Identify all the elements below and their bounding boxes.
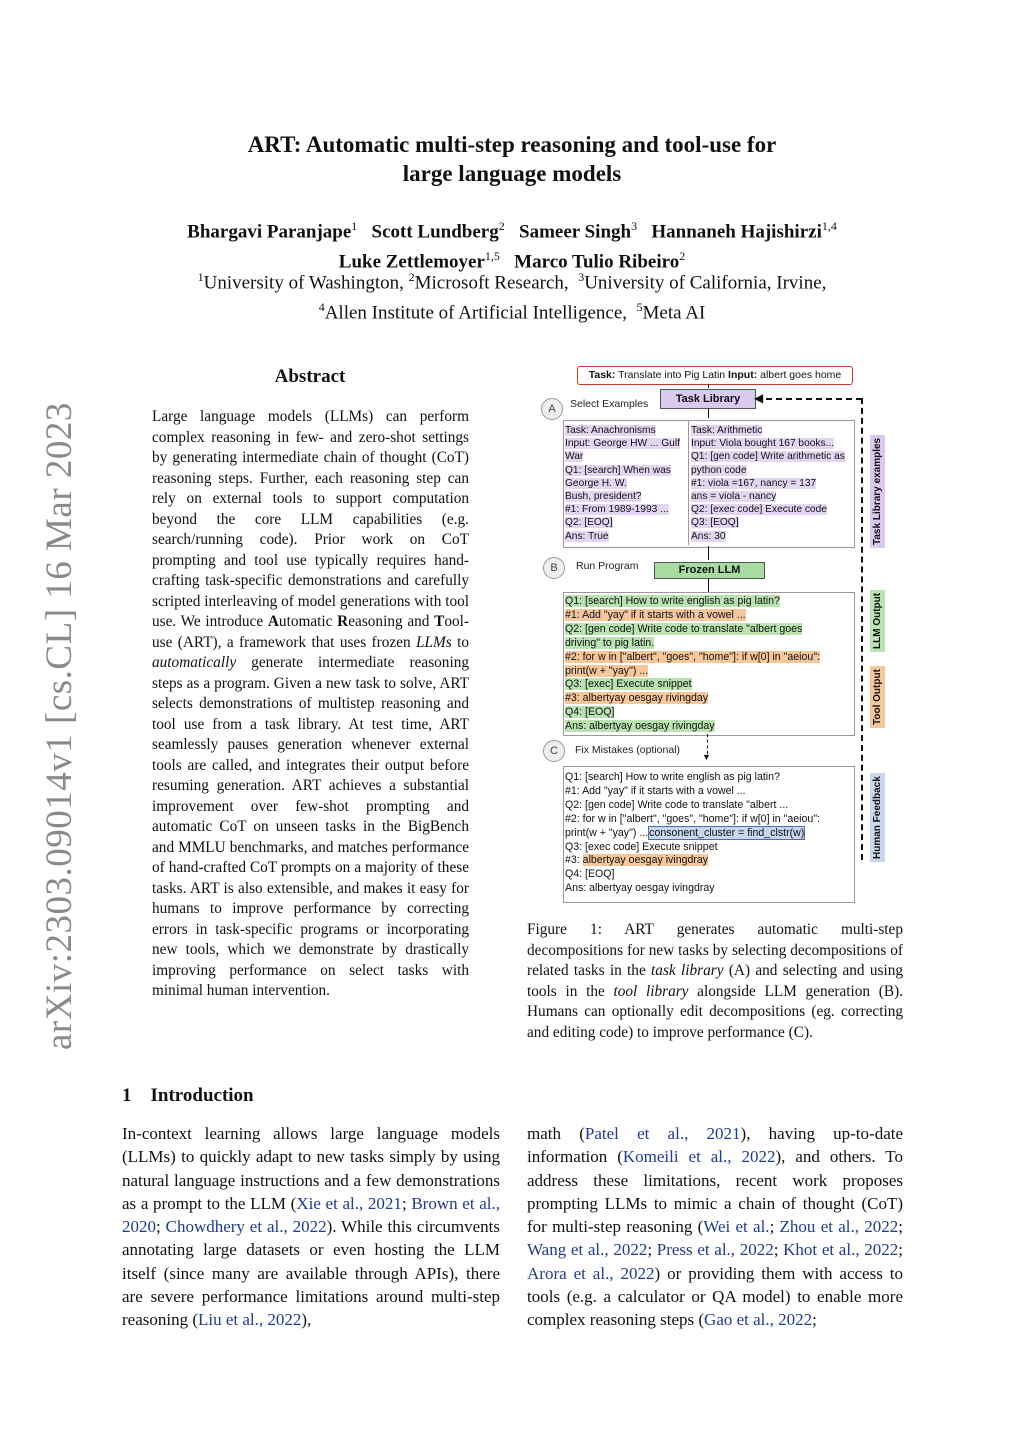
body-text: In-context learning allows large language models (LLMs) to quickly adapt to new tasks simply by using natural language instructions and a few demonstrations as a prompt to the LLM ( xyxy=(122,1124,500,1213)
author-name: Marco Tulio Ribeiro xyxy=(514,251,680,273)
body-text: ), having up-to-date information ( xyxy=(527,1124,904,1167)
input-label: Input: xyxy=(728,369,758,381)
abstract-text: to xyxy=(451,633,469,651)
section-number: 1 xyxy=(122,1085,132,1106)
step-c-label: Fix Mistakes (optional) xyxy=(575,744,681,756)
side-label-human-feedback: Human Feedback xyxy=(870,773,885,862)
body-text: ; xyxy=(156,1217,166,1237)
author-sup: 1,5 xyxy=(484,249,500,264)
step-b-label: Run Program xyxy=(576,560,639,572)
arrow-line xyxy=(708,408,709,418)
citation-link[interactable]: Gao et al., 2022 xyxy=(704,1310,813,1330)
body-text: ), xyxy=(301,1310,312,1330)
citation-link[interactable]: Khot et al., 2022 xyxy=(783,1240,899,1260)
author-sup: 3 xyxy=(631,219,638,233)
affil-sup: 5 xyxy=(636,300,643,315)
body-text: ; xyxy=(812,1310,817,1330)
citation-link[interactable]: Chowdhery et al., 2022 xyxy=(165,1217,327,1237)
task-library-box: Task Library xyxy=(660,389,756,409)
figure-caption xyxy=(527,920,903,1044)
section-heading-introduction xyxy=(122,1085,254,1107)
author-name: Scott Lundberg xyxy=(371,221,499,243)
fix-line: print(w + "yay") ... xyxy=(565,826,649,839)
author-sup: 1,4 xyxy=(821,219,837,233)
program-line: driving" to pig latin. xyxy=(565,636,655,649)
human-edit-highlight: consonent_cluster = find_clstr(w) xyxy=(649,826,805,839)
caption-text: Figure 1: ART generates automatic multi-step decompositions for new tasks by selecting decompositions of related tasks in the xyxy=(527,921,903,980)
caption-italic: task library xyxy=(651,962,724,980)
citation-link[interactable]: Patel et al., 2021 xyxy=(584,1124,741,1143)
body-text: ) or providing them with access to tools (e.g. a calculator or QA model) to enable more complex reasoning steps ( xyxy=(527,1263,903,1330)
example-line: Q2: [exec code] Execute code xyxy=(691,504,827,516)
author-sup: 2 xyxy=(679,249,686,264)
example-line: Ans: 30 xyxy=(691,530,726,542)
caption-italic: tool library xyxy=(613,982,689,1000)
body-text: math ( xyxy=(527,1124,585,1143)
author-name: Bhargavi Paranjape xyxy=(187,221,352,243)
abstract-heading: Abstract xyxy=(274,366,346,387)
citation-link[interactable]: Zhou et al., 2022 xyxy=(779,1217,899,1237)
affil-sup: 2 xyxy=(408,270,415,284)
author-sup: 1 xyxy=(351,219,358,233)
task-label: Task: xyxy=(588,369,616,381)
author-name: Luke Zettlemoyer xyxy=(338,251,485,273)
abstract-bold-a: A xyxy=(267,613,279,630)
body-text: ), and others. To address these limitations, recent work proposes prompting LLMs to mimic a chain of thought (CoT) for multi-step reasoning ( xyxy=(527,1147,903,1237)
citation-link[interactable]: Brown et al., 2020 xyxy=(122,1193,500,1237)
example-line: Q1: [search] When was xyxy=(565,464,671,476)
example-anachronisms xyxy=(565,424,685,543)
abstract-italic: automatically xyxy=(152,654,237,671)
program-line: Q3: [exec] Execute snippet xyxy=(565,678,692,691)
dashed-arrow-line xyxy=(707,734,708,754)
program-line: Q1: [search] How to write english as pig latin? xyxy=(565,595,780,607)
caption-text: alongside LLM generation (B). Humans can optionally edit decompositions (eg. correcting and editing code) to improve performance (C). xyxy=(527,982,903,1041)
example-line: python code xyxy=(691,464,747,476)
fix-line: Q4: [EOQ] xyxy=(565,868,615,881)
example-line: #1: From 1989-1993 ... xyxy=(565,504,669,516)
fix-line: Q3: [exec code] Execute snippet xyxy=(565,840,718,853)
arrow-left-icon: ◀ xyxy=(754,391,764,405)
body-text: ). While this circumvents annotating large datasets or even hosting the LLM itself (since many are available through APIs), there are severe performance limitations around multi-step reasoning ( xyxy=(122,1217,500,1330)
step-a-circle: A xyxy=(541,398,563,420)
example-line: Q2: [EOQ] xyxy=(565,517,613,529)
body-text: ; xyxy=(898,1240,903,1260)
fix-line: Q2: [gen code] Write code to translate "albert ... xyxy=(565,798,789,811)
affil-name: Microsoft Research, xyxy=(414,272,569,294)
citation-link[interactable]: Arora et al., 2022 xyxy=(527,1263,655,1283)
abstract-bold-t: T xyxy=(434,613,445,630)
program-line: #1: Add "yay" if it starts with a vowel ... xyxy=(565,608,746,621)
paper-title xyxy=(0,130,1024,188)
affil-sup: 1 xyxy=(197,270,204,284)
program-line: Q4: [EOQ] xyxy=(565,706,615,719)
affil-name: Meta AI xyxy=(642,302,706,324)
abstract-bold-r: R xyxy=(337,613,349,630)
author-sup: 2 xyxy=(498,219,505,233)
abstract-text: utomatic xyxy=(278,613,338,630)
example-line: George H. W. xyxy=(565,477,627,489)
author-name: Sameer Singh xyxy=(519,221,632,243)
affil-name: University of California, Irvine, xyxy=(584,272,827,294)
example-line: War xyxy=(565,451,584,463)
affil-name: Allen Institute of Artificial Intelligence, xyxy=(324,302,628,324)
program-line: Ans: albertyay oesgay rivingday xyxy=(565,720,715,733)
affil-sup: 3 xyxy=(578,270,585,284)
program-line: #3: albertyay oesgay rivingday xyxy=(565,692,709,705)
examples-divider xyxy=(688,421,689,545)
arrow-line xyxy=(708,578,709,592)
fix-line: Q1: [search] How to write english as pig latin? xyxy=(565,771,780,783)
caption-text: (A) and selecting and using tools in the xyxy=(527,962,903,1000)
program-line: print(w + "yay") ... xyxy=(565,664,649,677)
citation-link[interactable]: Xie et al., 2021 xyxy=(296,1193,402,1213)
affil-name: University of Washington, xyxy=(203,272,404,294)
abstract-text: Large language models (LLMs) can perform complex reasoning in few- and zero-shot settings by generating intermediate chain of thought (CoT) reasoning steps. Further, each reasoning step can rely on external tools to support computation beyond the core LLM capabilities (e.g. search/running code). Prior work on CoT prompting and tool use typically requires hand-crafting task-specific demonstrations and carefully scripted interleaving of model generations with tool use. We introduce xyxy=(152,408,469,630)
citation-link[interactable]: Wang et al., 2022 xyxy=(527,1240,648,1260)
fix-line: #2: for w in ["albert", "goes", "home"]: if w[0] in "aeiou": xyxy=(565,812,821,825)
program-line: Q2: [gen code] Write code to translate "albert goes xyxy=(565,622,803,635)
step-c-circle: C xyxy=(543,740,565,762)
example-line: Input: Viola bought 167 books... xyxy=(691,438,835,450)
side-label-llm-output: LLM Output xyxy=(870,590,885,652)
arrow-line xyxy=(708,384,709,388)
author-name: Hannaneh Hajishirzi xyxy=(651,221,822,243)
fix-line-tool-output: albertyay oesgay ivingdray xyxy=(582,854,709,867)
step-a-label: Select Examples xyxy=(570,398,649,410)
body-text: ; xyxy=(401,1193,412,1213)
dashed-feedback-line xyxy=(861,398,863,860)
example-line: #1: viola =167, nancy = 137 xyxy=(691,477,817,489)
step-b-circle: B xyxy=(543,557,565,579)
body-text: ; xyxy=(647,1240,657,1260)
example-line: Ans: True xyxy=(565,530,609,542)
frozen-llm-box: Frozen LLM xyxy=(654,562,765,579)
example-line: Input: George HW ... Gulf xyxy=(565,438,680,450)
example-line: Q1: [gen code] Write arithmetic as xyxy=(691,451,845,463)
affiliation-list xyxy=(0,265,1024,326)
body-text: ; xyxy=(898,1217,903,1237)
abstract-text: ool-use (ART), a framework that uses frozen xyxy=(152,613,469,651)
fix-line: Ans: albertyay oesgay ivingdray xyxy=(565,882,715,895)
citation-link[interactable]: Wei et al. xyxy=(703,1217,770,1237)
title-line-2: large language models xyxy=(402,161,622,186)
example-line: ans = viola - nancy xyxy=(691,491,777,503)
example-line: Task: Anachronisms xyxy=(565,425,656,436)
citation-link[interactable]: Liu et al., 2022 xyxy=(198,1310,302,1330)
affil-sup: 4 xyxy=(318,300,325,315)
fix-lines xyxy=(565,771,853,896)
task-input-box xyxy=(577,366,853,385)
fix-line: #1: Add "yay" if it starts with a vowel ... xyxy=(565,784,746,797)
body-text: ; xyxy=(769,1217,780,1237)
program-line: #2: for w in ["albert", "goes", "home"]: if w[0] in "aeiou": xyxy=(565,650,821,663)
side-label-tool-output: Tool Output xyxy=(870,666,885,728)
arrow-line xyxy=(708,546,709,560)
abstract-text: generate intermediate reasoning steps as a program. Given a new task to solve, ART selects demonstrations of multistep reasoning and tool use from a task library. At test time, ART seamlessly pauses generation whenever external tools are called, and integrates their output before resuming generation. ART achieves a substantial improvement over few-shot prompting and automatic CoT on unseen tasks in the BigBench and MMLU benchmarks, and matches performance of hand-crafted CoT prompts on a majority of these tasks. ART is also extensible, and makes it easy for humans to improve performance by correcting errors in task-specific programs or incorporating new tools, which we demonstrate by drastically improving performance on select tasks with minimal human intervention. xyxy=(152,654,469,999)
body-text: ; xyxy=(773,1240,784,1260)
task-text: Translate into Pig Latin xyxy=(615,369,729,381)
abstract-body xyxy=(152,407,469,1002)
arrow-down-icon: ▼ xyxy=(702,752,711,762)
fix-line: #3: xyxy=(565,854,583,867)
example-arithmetic xyxy=(691,424,853,543)
arxiv-stamp: arXiv:2303.09014v1 [cs.CL] 16 Mar 2023 xyxy=(39,402,80,1050)
section-title: Introduction xyxy=(150,1085,254,1106)
intro-left-column xyxy=(122,1122,500,1332)
intro-right-column xyxy=(527,1122,903,1332)
example-line: Task: Arithmetic xyxy=(691,425,763,436)
side-label-task-examples: Task Library examples xyxy=(870,435,885,548)
dashed-feedback-line xyxy=(766,398,862,400)
title-line-1: ART: Automatic multi-step reasoning and tool-use for xyxy=(247,132,777,157)
citation-link[interactable]: Komeili et al., 2022 xyxy=(622,1147,776,1167)
input-text: albert goes home xyxy=(757,369,842,381)
citation-link[interactable]: Press et al., 2022 xyxy=(656,1240,774,1260)
example-line: Bush, president? xyxy=(565,491,642,503)
abstract-text: easoning and xyxy=(348,613,435,630)
abstract-italic: LLMs xyxy=(415,633,452,651)
example-line: Q3: [EOQ] xyxy=(691,517,739,529)
program-lines xyxy=(565,595,853,734)
